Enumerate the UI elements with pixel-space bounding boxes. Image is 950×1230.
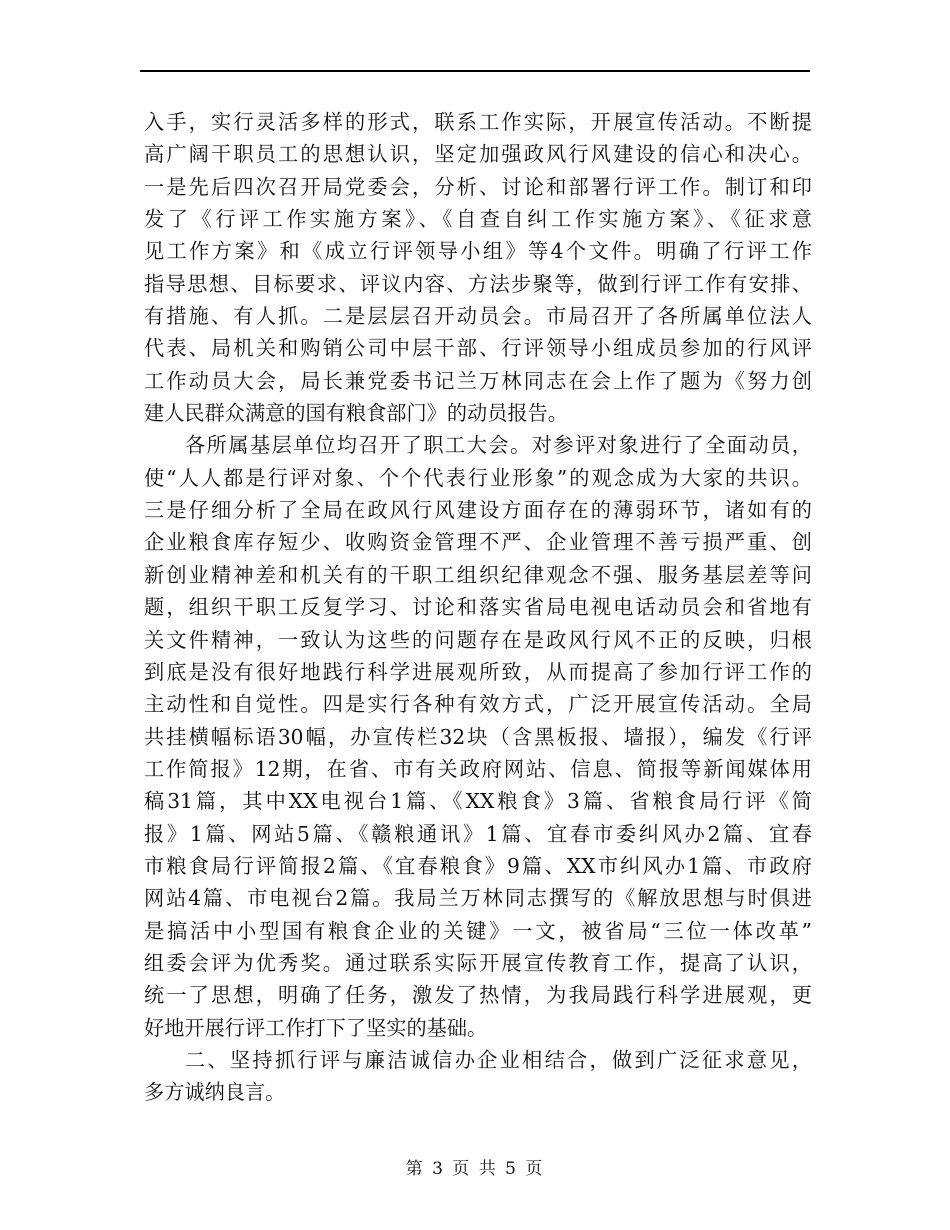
text-line: 多方诚纳良言。	[144, 1080, 286, 1105]
text-line: 企业粮食库存短少、收购资金管理不严、企业管理不善亏损严重、创	[144, 530, 812, 555]
text-line: 好地开展行评工作打下了坚实的基础。	[144, 1015, 488, 1040]
text-line: 入手，实行灵活多样的形式，联系工作实际，开展宣传活动。不断提	[144, 110, 812, 134]
text-line: 组委会评为优秀奖。通过联系实际开展宣传教育工作，提高了认识，	[144, 950, 812, 975]
text-line: 有措施、有人抓。二是层层召开动员会。市局召开了各所属单位法人	[144, 304, 812, 329]
text-line: 题，组织干职工反复学习、讨论和落实省局电视电话动员会和省地有	[144, 595, 812, 620]
page-footer: 第 3 页 共 5 页	[405, 1159, 545, 1179]
text-line: 市粮食局行评简报2篇、《宜春粮食》9篇、XX市纠风办1篇、市政府	[144, 853, 812, 878]
text-line: 各所属基层单位均召开了职工大会。对参评对象进行了全面动员，	[185, 433, 812, 458]
document-body	[144, 106, 812, 1109]
text-line: 统一了思想，明确了任务，激发了热情，为我局践行科学进展观，更	[144, 983, 812, 1008]
text-line: 一是先后四次召开局党委会，分析、讨论和部署行评工作。制订和印	[144, 174, 812, 199]
text-line: 高广阔干职员工的思想认识，坚定加强政风行风建设的信心和决心。	[144, 142, 812, 167]
text-line: 发了《行评工作实施方案》、《自查自纠工作实施方案》、《征求意	[144, 207, 812, 232]
text-line: 关文件精神，一致认为这些的问题存在是政风行风不正的反映，归根	[144, 627, 812, 652]
text-line: 主动性和自觉性。四是实行各种有效方式，广泛开展宣传活动。全局	[144, 692, 812, 717]
text-line: 到底是没有很好地践行科学进展观所致，从而提高了参加行评工作的	[144, 659, 812, 684]
text-line: 三是仔细分析了全局在政风行风建设方面存在的薄弱环节，诸如有的	[144, 498, 812, 523]
text-line: 新创业精神差和机关有的干职工组织纪律观念不强、服务基层差等问	[144, 562, 812, 587]
text-line: 建人民群众满意的国有粮食部门》的动员报告。	[144, 401, 568, 426]
text-line: 共挂横幅标语30幅，办宣传栏32块（含黑板报、墙报），编发《行评	[144, 724, 812, 749]
text-line: 工作简报》12期，在省、市有关政府网站、信息、简报等新闻媒体用	[144, 756, 812, 781]
text-line: 代表、局机关和购销公司中层干部、行评领导小组成员参加的行风评	[144, 336, 812, 361]
text-line: 使“人人都是行评对象、个个代表行业形象”的观念成为大家的共识。	[144, 465, 812, 490]
header-rule	[140, 70, 810, 72]
text-line: 是搞活中小型国有粮食企业的关键》一文，被省局“三位一体改革”	[144, 918, 812, 943]
text-line: 见工作方案》和《成立行评领导小组》等4个文件。明确了行评工作	[144, 239, 812, 264]
text-line: 稿31篇，其中XX电视台1篇、《XX粮食》3篇、省粮食局行评《简	[144, 789, 812, 814]
text-line: 工作动员大会，局长兼党委书记兰万林同志在会上作了题为《努力创	[144, 368, 812, 393]
text-line: 二、坚持抓行评与廉洁诚信办企业相结合，做到广泛征求意见，	[185, 1047, 812, 1072]
text-line: 指导思想、目标要求、评议内容、方法步聚等，做到行评工作有安排、	[144, 271, 812, 296]
text-line: 网站4篇、市电视台2篇。我局兰万林同志撰写的《解放思想与时俱进	[144, 886, 812, 911]
text-line: 报》1篇、网站5篇、《赣粮通讯》1篇、宜春市委纠风办2篇、宜春	[144, 821, 812, 846]
